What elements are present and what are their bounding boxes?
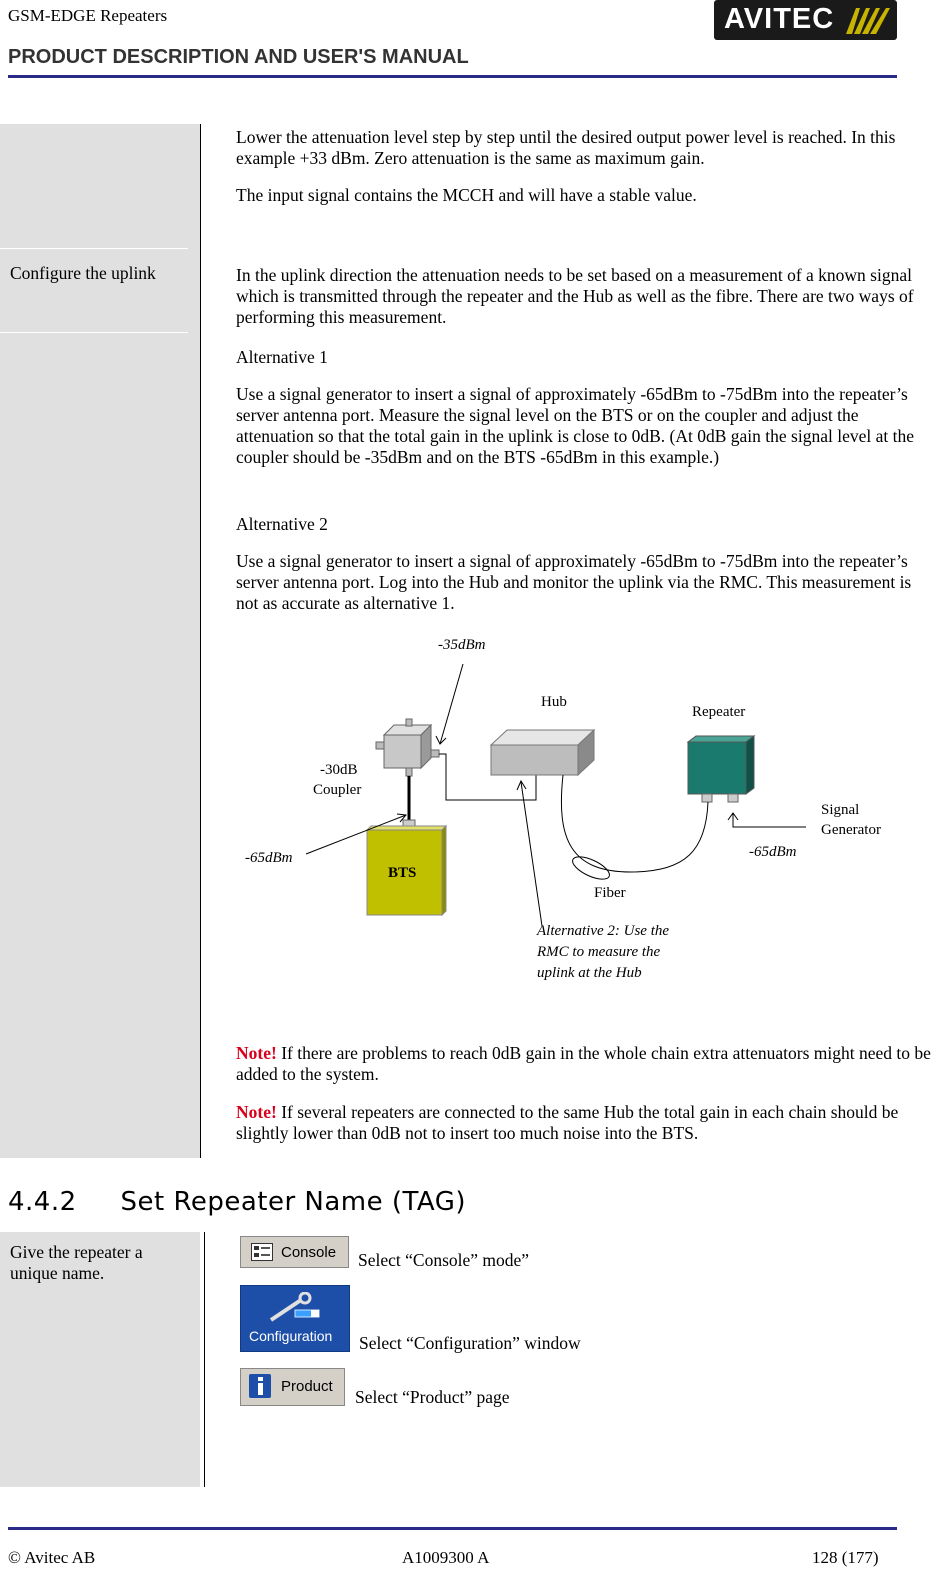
note-2 [236, 1102, 936, 1144]
alternative-1-title: Alternative 1 [236, 347, 328, 367]
alternative-1-text: Use a signal generator to insert a signal of approximately -65dBm to -75dBm into the repeater’s server antenna port. Measure the signal level on the BTS or on the coupler and adjust the attenuation so that the total gain in the uplink is close to 0dB. (At 0dB gain the signal level at the coupler should be -35dBm and on the BTS -65dBm in this example.) [236, 384, 914, 467]
repeater-label: Repeater [692, 704, 746, 720]
note-1 [236, 1043, 936, 1085]
coupler-icon [376, 719, 439, 776]
coupler-label-line1: -30dB [320, 762, 358, 778]
logo-text: AVITEC [724, 3, 835, 35]
alternative-2-note-line1: Alternative 2: Use the [537, 923, 670, 939]
hub-label: Hub [541, 694, 567, 710]
footer-rule [8, 1527, 897, 1530]
console-icon [251, 1243, 273, 1261]
signal-generator-line1: Signal [821, 802, 860, 818]
wrench-icon [267, 1292, 323, 1324]
footer-page-number: 128 (177) [812, 1548, 879, 1567]
configuration-instruction: Select “Configuration” window [359, 1333, 581, 1353]
product-button-label: Product [281, 1378, 333, 1395]
info-icon [249, 1374, 271, 1398]
coupler-label-line2: Coupler [313, 782, 362, 798]
paragraph: The input signal contains the MCCH and will have a stable value. [236, 185, 697, 205]
alternative-2-note-line3: uplink at the Hub [537, 965, 642, 981]
fiber-label: Fiber [594, 885, 626, 901]
avitec-logo [714, 0, 897, 40]
repeater-box [688, 736, 754, 802]
note-2-label: Note! [236, 1102, 277, 1122]
document-subtitle: PRODUCT DESCRIPTION AND USER'S MANUAL [8, 46, 469, 68]
column-divider [200, 124, 201, 1158]
note-1-label: Note! [236, 1043, 277, 1063]
product-instruction: Select “Product” page [355, 1387, 510, 1407]
generator-level-label: -65dBm [749, 844, 797, 860]
configure-uplink-label: Configure the uplink [10, 263, 156, 283]
console-button[interactable] [240, 1236, 349, 1268]
document-title: GSM-EDGE Repeaters [8, 6, 168, 25]
console-instruction: Select “Console” mode” [358, 1250, 530, 1270]
bts-level-label: -65dBm [245, 850, 293, 866]
configuration-button-label: Configuration [249, 1328, 333, 1344]
bts-label: BTS [388, 865, 417, 881]
paragraph: Lower the attenuation level step by step until the desired output power level is reached. In this example +33 dBm. Zero attenuation is the same as maximum gain. [236, 127, 896, 168]
note-1-text: If there are problems to reach 0dB gain in the whole chain extra attenuators might need to be added to the system. [236, 1043, 931, 1084]
paragraph: In the uplink direction the attenuation needs to be set based on a measurement of a known signal which is transmitted through the repeater and the Hub as well as the fibre. There are two ways of performing this measurement. [236, 265, 914, 327]
hub-box [491, 730, 594, 775]
column-divider [204, 1232, 205, 1487]
footer-copyright: © Avitec AB [8, 1548, 96, 1567]
alternative-2-title: Alternative 2 [236, 514, 328, 534]
alternative-2-note-line2: RMC to measure the [537, 944, 661, 960]
logo-fan-icon [844, 4, 892, 36]
uplink-diagram [236, 630, 936, 1010]
console-button-label: Console [281, 1244, 337, 1261]
row-separator [0, 248, 188, 249]
header-rule [8, 75, 897, 78]
coupler-level-label: -35dBm [438, 637, 486, 653]
note-2-text: If several repeaters are connected to the same Hub the total gain in each chain should be slightly lower than 0dB not to insert too much noise into the BTS. [236, 1102, 899, 1143]
section-heading: 4.4.2 Set Repeater Name (TAG) [8, 1187, 467, 1217]
configuration-button[interactable] [240, 1285, 350, 1352]
signal-generator-line2: Generator [821, 822, 881, 838]
footer-document-id: A1009300 A [402, 1548, 490, 1567]
give-name-label: Give the repeater a unique name. [10, 1242, 143, 1283]
row-separator [0, 332, 188, 333]
alternative-2-text: Use a signal generator to insert a signal of approximately -65dBm to -75dBm into the repeater’s server antenna port. Log into the Hub and monitor the uplink via the RMC. This measurement is not as accurate as alternative 1. [236, 551, 912, 613]
product-button[interactable] [240, 1368, 345, 1406]
